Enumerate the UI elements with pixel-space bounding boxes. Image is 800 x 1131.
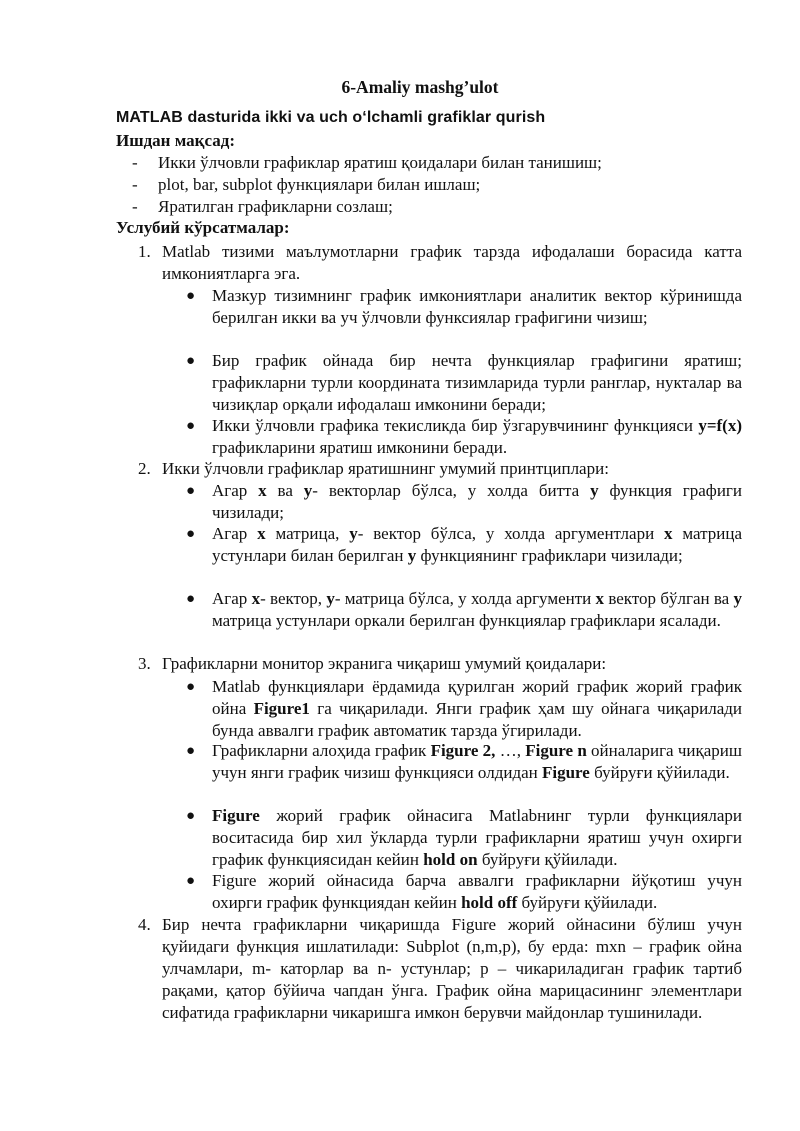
bullet-item: [186, 285, 742, 329]
bullet-text: Бир график ойнада бир нечта функциялар графигини яратиш; графикларни турли координата тизимларида турли ранглар, нукталар ва чизиқлар орқали ифодалаш имконини беради;: [212, 351, 742, 414]
bold-term: x: [595, 589, 605, 608]
bullet-item: [186, 805, 742, 871]
goal-text: Яратилган графикларни созлаш;: [158, 197, 393, 216]
bullet-icon: ●: [186, 743, 196, 759]
bullet-icon: ●: [186, 288, 196, 304]
item-number: 3.: [138, 654, 151, 673]
bold-term: x: [258, 481, 267, 500]
bullet-item: [186, 676, 742, 742]
bullet-text: Figure жорий ойнасида барча аввалги графикларни йўқотиш учун охирги график функциядан кейин hold off буйруғи қўйилади.: [212, 871, 742, 912]
bold-term: hold off: [461, 893, 518, 912]
bullet-icon: ●: [186, 418, 196, 434]
bullet-text: Агар x- вектор, y- матрица бўлса, у холда аргументи x вектор бўлган ва y матрица устунлари оркали берилган функциялар графиклари ясалади.: [212, 589, 743, 630]
numbered-item: [138, 653, 742, 675]
bold-term: y: [733, 589, 743, 608]
dash-marker: -: [132, 197, 138, 216]
bold-term: y: [326, 589, 335, 608]
item-text: Графикларни монитор экранига чиқариш умумий қоидалари:: [162, 654, 607, 673]
item-number: 1.: [138, 242, 151, 261]
bold-term: y: [407, 546, 417, 565]
method-heading: Услубий кўрсатмалар:: [116, 218, 290, 237]
goal-heading: Ишдан мақсад:: [116, 131, 235, 150]
dash-marker: -: [132, 175, 138, 194]
bold-term: y: [349, 524, 358, 543]
bullet-text: Matlab функциялари ёрдамида қурилган жорий график жорий график ойна Figure1 га чиқарилади. Янги график ҳам шу ойнага чиқарилади бунда аввалги график автоматик тарзда ўгирилади.: [212, 677, 743, 740]
bold-term: Figure: [212, 806, 260, 825]
bullet-item: [186, 350, 742, 416]
numbered-item: [138, 241, 742, 285]
bold-term: Figure: [541, 763, 590, 782]
bullet-item: [186, 588, 742, 632]
bullet-icon: ●: [186, 873, 196, 889]
bullet-icon: ●: [186, 808, 196, 824]
bold-term: y=f(x): [698, 416, 742, 435]
bullet-text: Figure жорий график ойнасига Matlabнинг турли функциялари воситасида бир хил ўкларда турли графикларни яратиш учун охирги график функциясидан кейин hold on буйруғи қўйилади.: [212, 806, 742, 869]
bullet-item: [186, 523, 742, 567]
bold-term: Figure n: [525, 741, 587, 760]
bold-term: x: [251, 589, 261, 608]
numbered-item: [138, 458, 742, 480]
bullet-icon: ●: [186, 353, 196, 369]
bold-term: hold on: [423, 850, 478, 869]
page-title: 6-Amaliy mashg’ulot: [341, 77, 499, 97]
bullet-text: Мазкур тизимнинг график имкониятлари аналитик вектор кўринишда берилган икки ва уч ўлчовли функсиялар графигини чизиш;: [212, 286, 742, 327]
bullet-item: [186, 480, 742, 524]
item-text: Икки ўлчовли графиклар яратишнинг умумий принтциплари:: [162, 459, 609, 478]
goal-text: plot, bar, subplot функциялари билан ишлаш;: [158, 175, 481, 194]
bold-term: y: [590, 481, 599, 500]
bullet-text: Агар x матрица, y- вектор бўлса, у холда аргументлари x матрица устунлари билан берилган y функциянинг графиклари чизилади;: [212, 524, 743, 565]
bullet-item: [186, 415, 742, 459]
bold-term: x: [664, 524, 673, 543]
bold-term: Figure 2,: [430, 741, 496, 760]
goal-text: Икки ўлчовли графиклар яратиш қоидалари билан танишиш;: [158, 153, 602, 172]
bullet-text: Графикларни алоҳида график Figure 2, …, Figure n ойналарига чиқариш учун янги график чизиш функцияси олдидан Figure буйруғи қўйилади.: [212, 741, 742, 782]
numbered-item: [138, 914, 742, 1024]
dash-marker: -: [132, 153, 138, 172]
bullet-item: [186, 740, 742, 784]
item-text: Matlab тизими маълумотларни график тарзда ифодалаши борасида катта имкониятларга эга.: [162, 242, 742, 283]
bullet-icon: ●: [186, 483, 196, 499]
bold-term: x: [257, 524, 266, 543]
page-subtitle: MATLAB dasturida ikki va uch o‘lchamli grafiklar qurish: [116, 109, 546, 126]
item-number: 4.: [138, 915, 151, 934]
bullet-icon: ●: [186, 526, 196, 542]
bullet-text: Икки ўлчовли графика текисликда бир ўзгарувчининг функцияси y=f(x) графикларини яратиш имконини беради.: [212, 416, 742, 457]
item-text: Бир нечта графикларни чиқаришда Figure жорий ойнасини бўлиш учун қуйидаги функция ишлатилади: Subplot (n,m,p), бу ерда: mxn – график ойна улчамлари, m- каторлар ва n- устунлар; p – чикариладиган график тартиб рақами, қатор бўйича чапдан ўнга. График ойна марицасининг элементлари сифатида графикларни чикаришга имкон берувчи майдонлар тушинилади.: [162, 915, 742, 1022]
bullet-icon: ●: [186, 591, 196, 607]
item-number: 2.: [138, 459, 151, 478]
bullet-item: [186, 870, 742, 914]
bold-term: Figure1: [253, 699, 310, 718]
bullet-icon: ●: [186, 679, 196, 695]
bullet-text: Агар x ва y- векторлар бўлса, у холда битта y функция графиги чизилади;: [212, 481, 742, 522]
bold-term: y: [303, 481, 313, 500]
